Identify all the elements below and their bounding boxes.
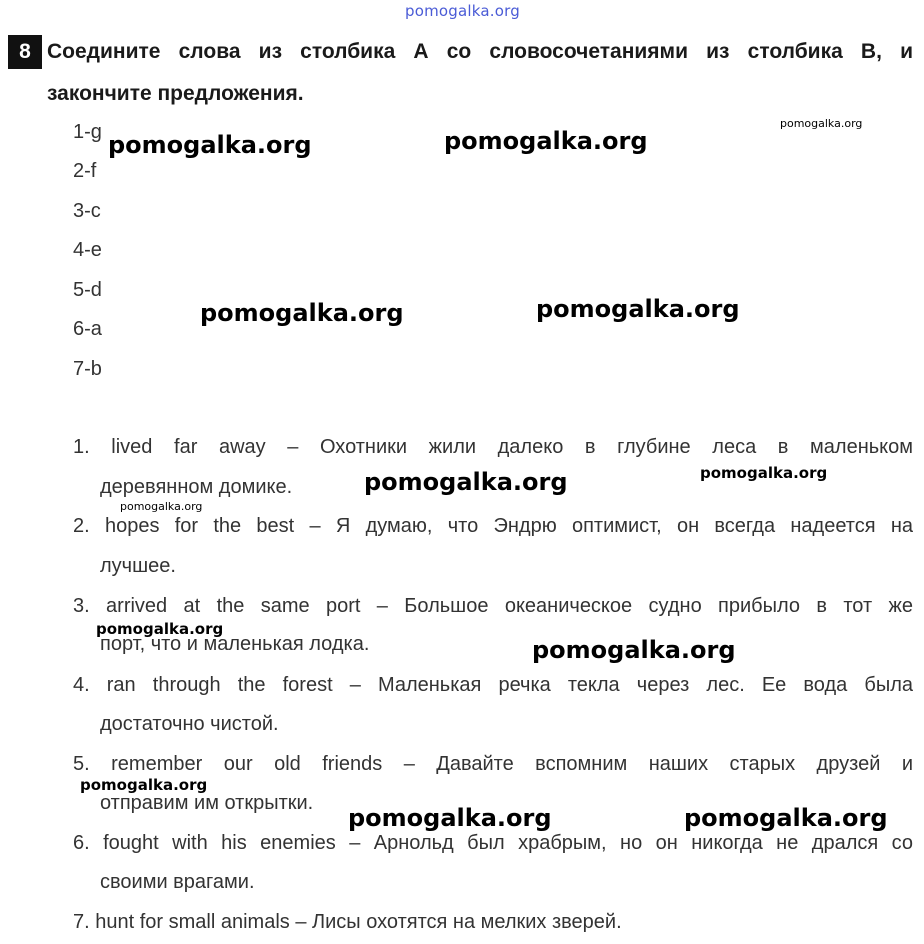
watermark: pomogalka.org — [120, 500, 203, 513]
watermark: pomogalka.org — [348, 804, 552, 832]
sentence-2-line-2: лучшее. — [100, 555, 176, 577]
match-item: 5-d — [73, 279, 102, 301]
watermark: pomogalka.org — [200, 299, 404, 327]
sentence-7-line-1: 7. hunt for small animals – Лисы охотятся на мелких зверей. — [73, 911, 622, 933]
match-item: 2-f — [73, 160, 97, 182]
watermark: pomogalka.org — [536, 295, 740, 323]
sentence-3-line-1: 3. arrived at the same port – Большое океаническое судно прибыло в тот же — [73, 595, 913, 617]
site-header-link[interactable]: pomogalka.org — [405, 2, 520, 20]
match-item: 3-c — [73, 200, 101, 222]
match-item: 7-b — [73, 358, 102, 380]
match-item: 1-g — [73, 121, 102, 143]
watermark: pomogalka.org — [780, 117, 863, 130]
match-item: 4-e — [73, 239, 102, 261]
task-number-badge: 8 — [8, 35, 42, 69]
sentence-2-line-1: 2. hopes for the best – Я думаю, что Эндрю оптимист, он всегда надеется на — [73, 515, 913, 537]
sentence-4-line-2: достаточно чистой. — [100, 713, 279, 735]
sentence-5-line-2: отправим им открытки. — [100, 792, 314, 814]
watermark: pomogalka.org — [108, 131, 312, 159]
sentence-6-line-2: своими врагами. — [100, 871, 255, 893]
watermark: pomogalka.org — [532, 636, 736, 664]
task-instruction-line-2: закончите предложения. — [47, 82, 304, 105]
sentence-6-line-1: 6. fought with his enemies – Арнольд был храбрым, но он никогда не дрался со — [73, 832, 913, 854]
watermark: pomogalka.org — [444, 127, 648, 155]
sentence-3-line-2: порт, что и маленькая лодка. — [100, 633, 370, 655]
sentence-1-line-2: деревянном домике. — [100, 476, 293, 498]
task-instruction-line-1: Соедините слова из столбика А со словосочетаниями из столбика В, и — [47, 40, 913, 63]
watermark: pomogalka.org — [684, 804, 888, 832]
match-item: 6-a — [73, 318, 102, 340]
watermark: pomogalka.org — [80, 776, 208, 794]
watermark: pomogalka.org — [96, 620, 224, 638]
watermark: pomogalka.org — [700, 464, 828, 482]
sentence-5-line-1: 5. remember our old friends – Давайте вспомним наших старых друзей и — [73, 753, 913, 775]
watermark: pomogalka.org — [364, 468, 568, 496]
sentence-4-line-1: 4. ran through the forest – Маленькая речка текла через лес. Ее вода была — [73, 674, 913, 696]
sentence-1-line-1: 1. lived far away – Охотники жили далеко в глубине леса в маленьком — [73, 436, 913, 458]
